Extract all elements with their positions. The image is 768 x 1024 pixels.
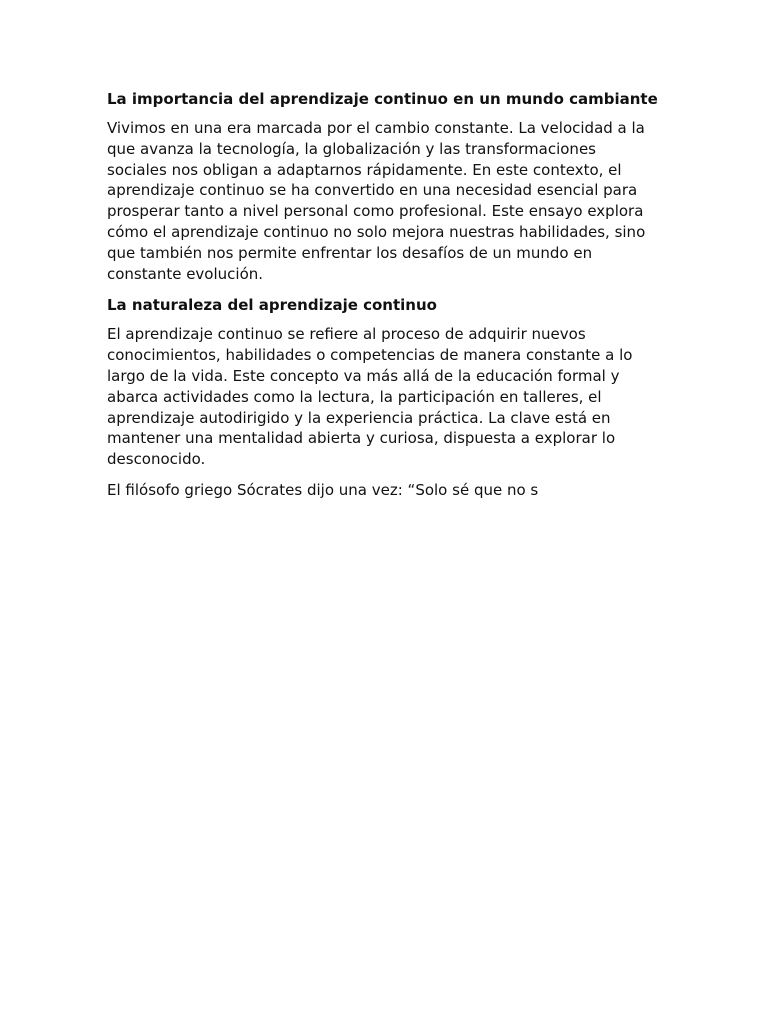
document-page (107, 88, 662, 511)
intro-paragraph (107, 118, 662, 284)
paragraph-line: que también nos permite enfrentar los desafíos de un mundo en (107, 243, 593, 262)
section-heading: La naturaleza del aprendizaje continuo (107, 296, 437, 315)
paragraph-line: Vivimos en una era marcada por el cambio constante. La velocidad a la (107, 119, 645, 137)
paragraph-line: sociales nos obligan a adaptarnos rápidamente. En este contexto, el (107, 160, 622, 179)
paragraph-line: El filósofo griego Sócrates dijo una vez: “Solo sé que no s (107, 480, 539, 499)
paragraph-line: largo de la vida. Este concepto va más allá de la educación formal y (107, 366, 620, 385)
paragraph-line: constante evolución. (107, 264, 264, 283)
paragraph-line: que avanza la tecnología, la globalización y las transformaciones (107, 139, 596, 158)
document-title: La importancia del aprendizaje continuo en un mundo cambiante (107, 90, 658, 108)
paragraph-line: mantener una mentalidad abierta y curiosa, dispuesta a explorar lo (107, 429, 616, 448)
paragraph-line: abarca actividades como la lectura, la participación en talleres, el (107, 387, 602, 406)
quote-paragraph (107, 480, 662, 501)
paragraph-line: cómo el aprendizaje continuo no solo mejora nuestras habilidades, sino (107, 222, 646, 241)
paragraph-line: conocimientos, habilidades o competencias de manera constante a lo (107, 346, 633, 365)
paragraph-line: desconocido. (107, 450, 206, 469)
paragraph-line: prosperar tanto a nivel personal como profesional. Este ensayo explora (107, 202, 644, 221)
paragraph-line: El aprendizaje continuo se refiere al proceso de adquirir nuevos (107, 325, 586, 344)
paragraph-line: aprendizaje autodirigido y la experiencia práctica. La clave está en (107, 408, 611, 427)
paragraph-line: aprendizaje continuo se ha convertido en una necesidad esencial para (107, 181, 638, 200)
section-paragraph (107, 324, 662, 470)
